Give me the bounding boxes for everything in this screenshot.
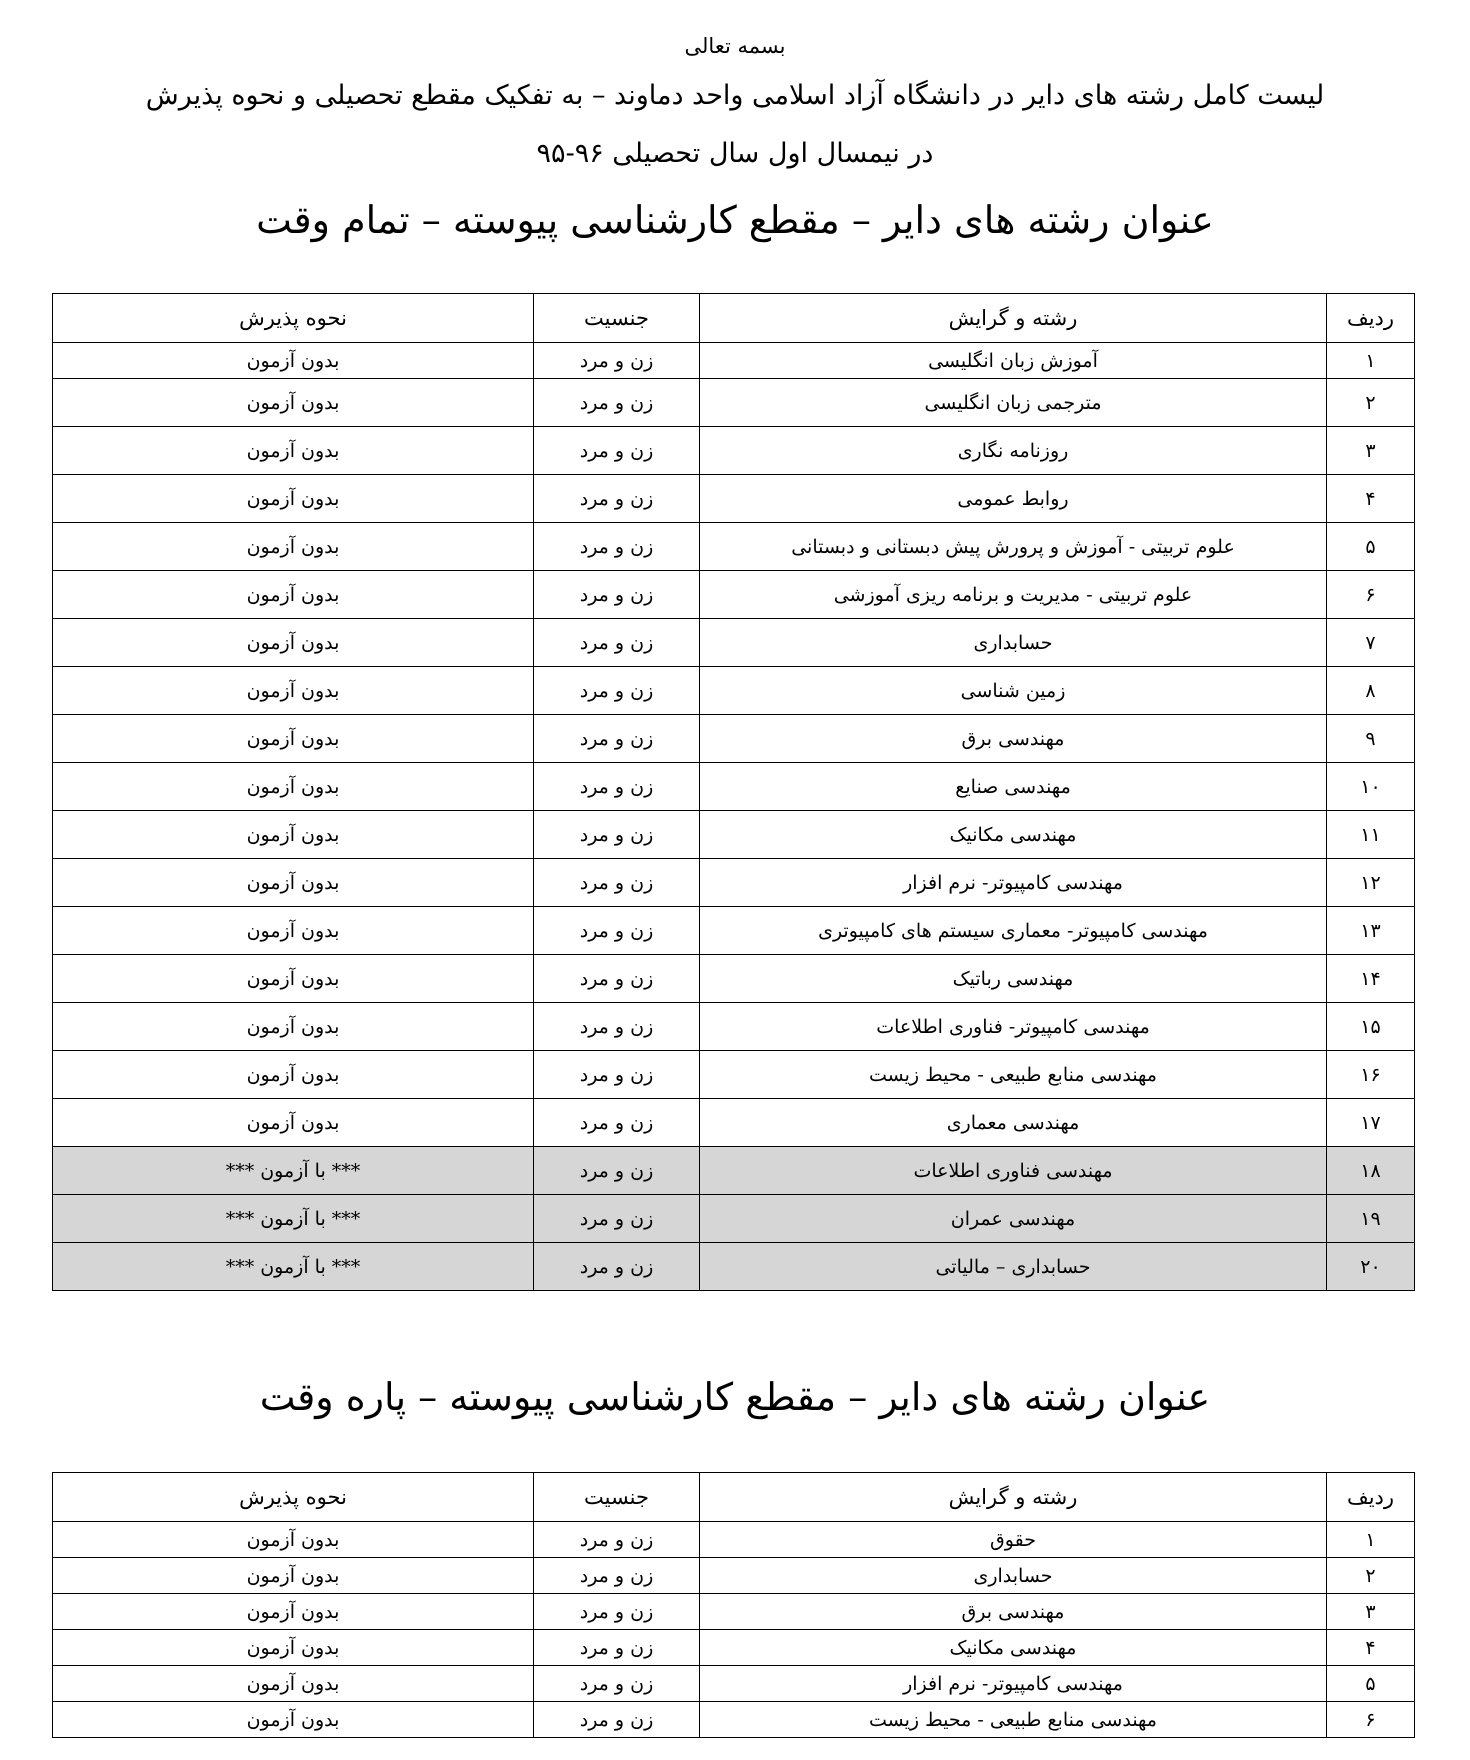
row-number-cell: ۸ <box>1327 667 1415 715</box>
field-cell: مهندسی رباتیک <box>700 955 1327 1003</box>
admission-cell: بدون آزمون <box>53 379 534 427</box>
document-title: لیست کامل رشته های دایر در دانشگاه آزاد اسلامی واحد دماوند – به تفکیک مقطع تحصیلی و نحوه پذیرش <box>145 80 1325 111</box>
table-row <box>53 1051 1415 1099</box>
gender-cell: زن و مرد <box>534 955 700 1003</box>
gender-cell: زن و مرد <box>534 1147 700 1195</box>
table-row <box>53 763 1415 811</box>
gender-cell: زن و مرد <box>534 811 700 859</box>
fulltime-table <box>52 293 1415 1291</box>
row-number-cell: ۱۹ <box>1327 1195 1415 1243</box>
field-cell: مهندسی منابع طبیعی - محیط زیست <box>700 1702 1327 1738</box>
row-number-cell: ۹ <box>1327 715 1415 763</box>
gender-cell: زن و مرد <box>534 379 700 427</box>
admission-cell: *** با آزمون *** <box>53 1243 534 1291</box>
field-cell: زمین شناسی <box>700 667 1327 715</box>
field-cell: حسابداری – مالیاتی <box>700 1243 1327 1291</box>
admission-cell: بدون آزمون <box>53 427 534 475</box>
row-number-cell: ۴ <box>1327 1630 1415 1666</box>
gender-cell: زن و مرد <box>534 1195 700 1243</box>
table-row <box>53 1594 1415 1630</box>
table-row <box>53 1630 1415 1666</box>
row-number-cell: ۲۰ <box>1327 1243 1415 1291</box>
admission-cell: بدون آزمون <box>53 955 534 1003</box>
admission-cell: بدون آزمون <box>53 907 534 955</box>
table-row <box>53 715 1415 763</box>
field-cell: مهندسی معماری <box>700 1099 1327 1147</box>
row-number-cell: ۱ <box>1327 343 1415 379</box>
gender-cell: زن و مرد <box>534 667 700 715</box>
row-number-cell: ۱۳ <box>1327 907 1415 955</box>
field-cell: روابط عمومی <box>700 475 1327 523</box>
row-number-cell: ۵ <box>1327 1666 1415 1702</box>
col-header-row-number: ردیف <box>1327 1473 1415 1522</box>
gender-cell: زن و مرد <box>534 1099 700 1147</box>
admission-cell: بدون آزمون <box>53 571 534 619</box>
col-header-field: رشته و گرایش <box>700 1473 1327 1522</box>
table-row <box>53 907 1415 955</box>
gender-cell: زن و مرد <box>534 571 700 619</box>
row-number-cell: ۱۸ <box>1327 1147 1415 1195</box>
field-cell: مهندسی مکانیک <box>700 811 1327 859</box>
col-header-row-number: ردیف <box>1327 294 1415 343</box>
table-row <box>53 619 1415 667</box>
admission-cell: *** با آزمون *** <box>53 1195 534 1243</box>
field-cell: مهندسی برق <box>700 1594 1327 1630</box>
parttime-table <box>52 1472 1415 1738</box>
gender-cell: زن و مرد <box>534 1243 700 1291</box>
field-cell: مهندسی کامپیوتر- فناوری اطلاعات <box>700 1003 1327 1051</box>
table-row <box>53 571 1415 619</box>
table-row <box>53 1003 1415 1051</box>
table-row <box>53 667 1415 715</box>
table-row <box>53 1099 1415 1147</box>
gender-cell: زن و مرد <box>534 1666 700 1702</box>
admission-cell: بدون آزمون <box>53 523 534 571</box>
admission-cell: بدون آزمون <box>53 1702 534 1738</box>
table-row <box>53 955 1415 1003</box>
row-number-cell: ۶ <box>1327 1702 1415 1738</box>
gender-cell: زن و مرد <box>534 343 700 379</box>
field-cell: حسابداری <box>700 1558 1327 1594</box>
table-row <box>53 1558 1415 1594</box>
row-number-cell: ۱۰ <box>1327 763 1415 811</box>
table-row <box>53 859 1415 907</box>
gender-cell: زن و مرد <box>534 619 700 667</box>
admission-cell: بدون آزمون <box>53 1051 534 1099</box>
field-cell: آموزش زبان انگلیسی <box>700 343 1327 379</box>
field-cell: علوم تربیتی - آموزش و پرورش پیش دبستانی و دبستانی <box>700 523 1327 571</box>
table-row <box>53 427 1415 475</box>
row-number-cell: ۱۶ <box>1327 1051 1415 1099</box>
row-number-cell: ۱۲ <box>1327 859 1415 907</box>
field-cell: علوم تربیتی - مدیریت و برنامه ریزی آموزشی <box>700 571 1327 619</box>
table-row <box>53 1666 1415 1702</box>
row-number-cell: ۱۴ <box>1327 955 1415 1003</box>
gender-cell: زن و مرد <box>534 1558 700 1594</box>
field-cell: مهندسی عمران <box>700 1195 1327 1243</box>
col-header-gender: جنسیت <box>534 294 700 343</box>
admission-cell: بدون آزمون <box>53 1630 534 1666</box>
row-number-cell: ۲ <box>1327 1558 1415 1594</box>
col-header-admission: نحوه پذیرش <box>53 294 534 343</box>
admission-cell: بدون آزمون <box>53 1594 534 1630</box>
admission-cell: بدون آزمون <box>53 1558 534 1594</box>
field-cell: مهندسی برق <box>700 715 1327 763</box>
field-cell: مهندسی فناوری اطلاعات <box>700 1147 1327 1195</box>
gender-cell: زن و مرد <box>534 475 700 523</box>
gender-cell: زن و مرد <box>534 763 700 811</box>
admission-cell: بدون آزمون <box>53 1522 534 1558</box>
table-row <box>53 1702 1415 1738</box>
field-cell: مهندسی مکانیک <box>700 1630 1327 1666</box>
field-cell: مهندسی کامپیوتر- نرم افزار <box>700 1666 1327 1702</box>
admission-cell: بدون آزمون <box>53 1099 534 1147</box>
row-number-cell: ۶ <box>1327 571 1415 619</box>
row-number-cell: ۱۱ <box>1327 811 1415 859</box>
admission-cell: بدون آزمون <box>53 715 534 763</box>
gender-cell: زن و مرد <box>534 1702 700 1738</box>
document-subtitle: در نیمسال اول سال تحصیلی ۹۶-۹۵ <box>536 138 934 169</box>
gender-cell: زن و مرد <box>534 1594 700 1630</box>
parttime-section-heading: عنوان رشته های دایر – مقطع کارشناسی پیوسته – پاره وقت <box>259 1375 1211 1419</box>
table-header-row <box>53 294 1415 343</box>
field-cell: حسابداری <box>700 619 1327 667</box>
table-row <box>53 1522 1415 1558</box>
row-number-cell: ۴ <box>1327 475 1415 523</box>
gender-cell: زن و مرد <box>534 907 700 955</box>
row-number-cell: ۲ <box>1327 379 1415 427</box>
field-cell: مهندسی کامپیوتر- معماری سیستم های کامپیوتری <box>700 907 1327 955</box>
admission-cell: بدون آزمون <box>53 619 534 667</box>
admission-cell: بدون آزمون <box>53 811 534 859</box>
admission-cell: بدون آزمون <box>53 475 534 523</box>
row-number-cell: ۱ <box>1327 1522 1415 1558</box>
admission-cell: بدون آزمون <box>53 667 534 715</box>
gender-cell: زن و مرد <box>534 523 700 571</box>
row-number-cell: ۱۷ <box>1327 1099 1415 1147</box>
admission-cell: بدون آزمون <box>53 1666 534 1702</box>
field-cell: مترجمی زبان انگلیسی <box>700 379 1327 427</box>
field-cell: مهندسی صنایع <box>700 763 1327 811</box>
row-number-cell: ۳ <box>1327 1594 1415 1630</box>
gender-cell: زن و مرد <box>534 1003 700 1051</box>
col-header-admission: نحوه پذیرش <box>53 1473 534 1522</box>
bismillah: بسمه تعالی <box>684 34 786 58</box>
col-header-field: رشته و گرایش <box>700 294 1327 343</box>
table-row <box>53 475 1415 523</box>
table-row <box>53 379 1415 427</box>
field-cell: روزنامه نگاری <box>700 427 1327 475</box>
table-row <box>53 811 1415 859</box>
gender-cell: زن و مرد <box>534 1051 700 1099</box>
field-cell: مهندسی منابع طبیعی - محیط زیست <box>700 1051 1327 1099</box>
gender-cell: زن و مرد <box>534 427 700 475</box>
gender-cell: زن و مرد <box>534 1522 700 1558</box>
gender-cell: زن و مرد <box>534 715 700 763</box>
admission-cell: بدون آزمون <box>53 343 534 379</box>
table-row <box>53 1147 1415 1195</box>
field-cell: مهندسی کامپیوتر- نرم افزار <box>700 859 1327 907</box>
row-number-cell: ۱۵ <box>1327 1003 1415 1051</box>
table-row <box>53 1243 1415 1291</box>
gender-cell: زن و مرد <box>534 859 700 907</box>
admission-cell: بدون آزمون <box>53 763 534 811</box>
row-number-cell: ۳ <box>1327 427 1415 475</box>
row-number-cell: ۵ <box>1327 523 1415 571</box>
admission-cell: بدون آزمون <box>53 1003 534 1051</box>
admission-cell: بدون آزمون <box>53 859 534 907</box>
row-number-cell: ۷ <box>1327 619 1415 667</box>
admission-cell: *** با آزمون *** <box>53 1147 534 1195</box>
table-row <box>53 1195 1415 1243</box>
table-header-row <box>53 1473 1415 1522</box>
table-row <box>53 523 1415 571</box>
fulltime-section-heading: عنوان رشته های دایر – مقطع کارشناسی پیوسته – تمام وقت <box>256 198 1214 242</box>
field-cell: حقوق <box>700 1522 1327 1558</box>
table-row <box>53 343 1415 379</box>
col-header-gender: جنسیت <box>534 1473 700 1522</box>
gender-cell: زن و مرد <box>534 1630 700 1666</box>
